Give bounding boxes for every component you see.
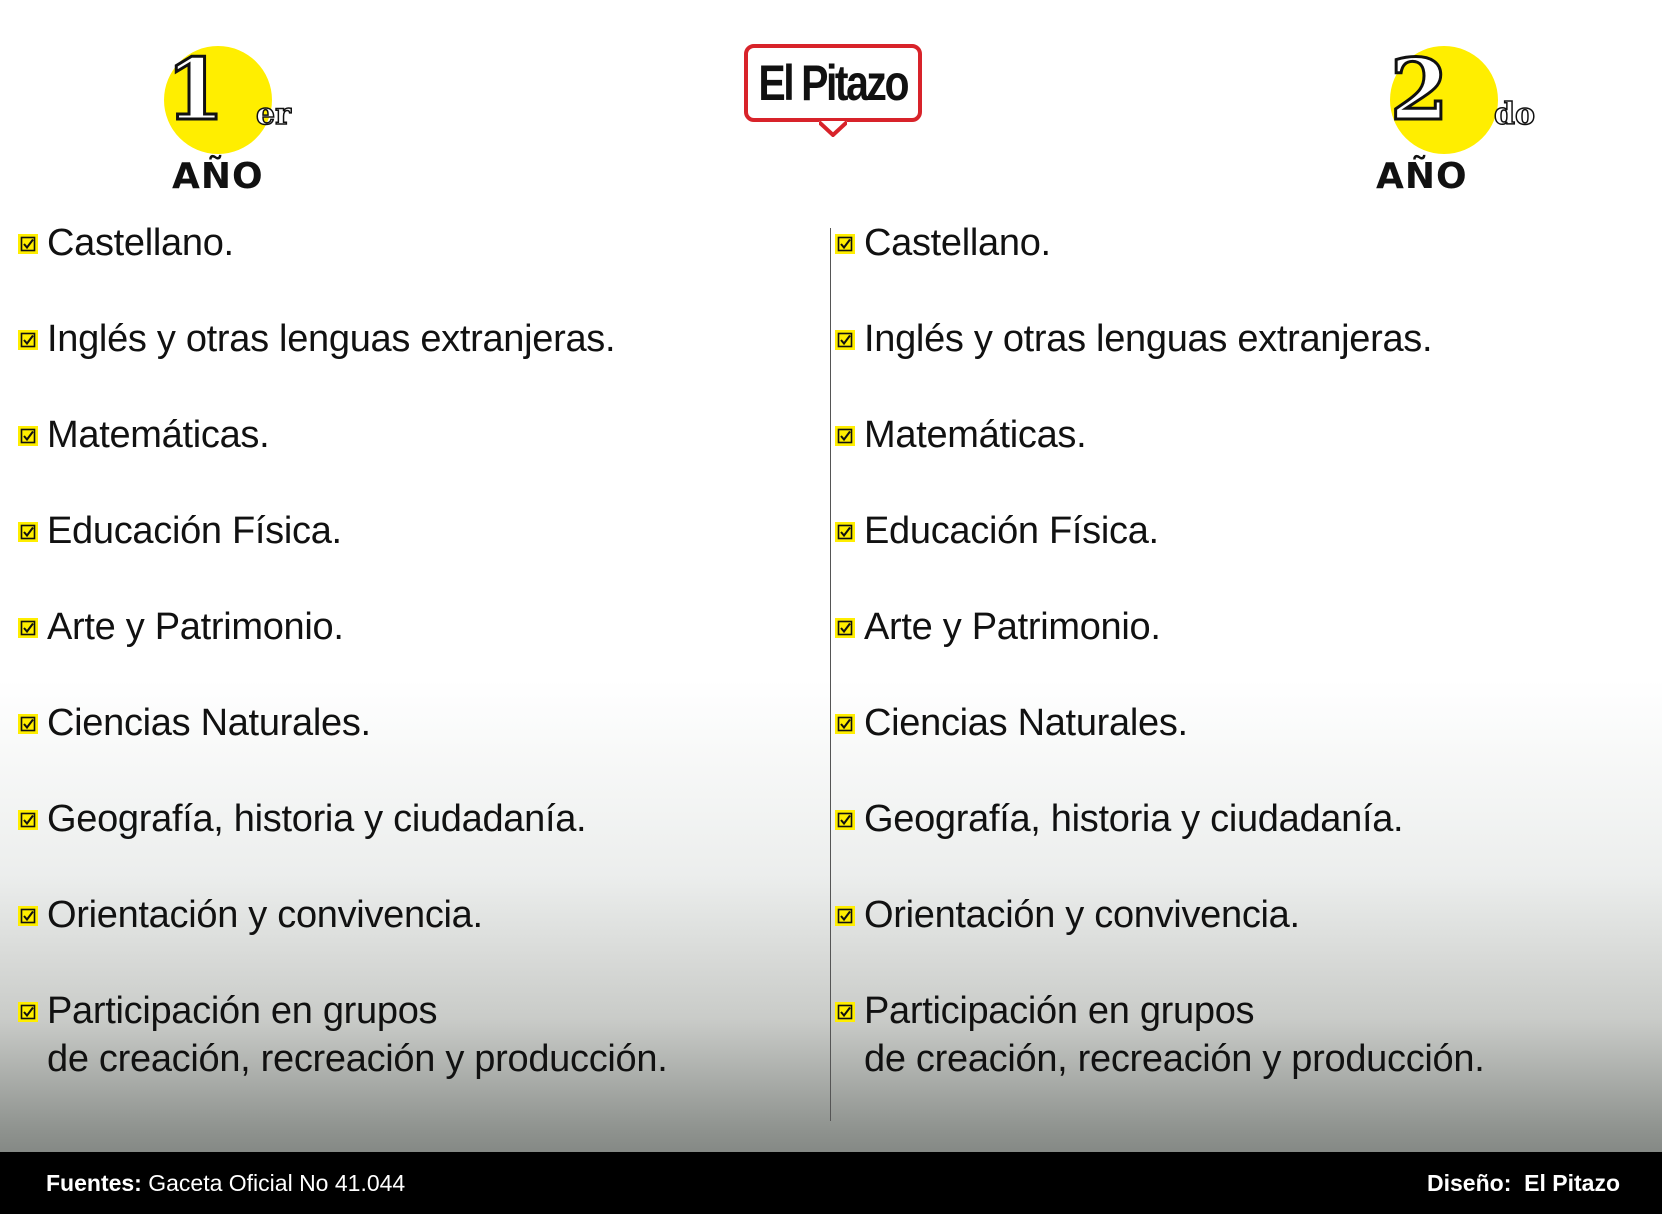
sources-credit <box>46 1170 405 1197</box>
year-number: 1 <box>166 40 225 139</box>
subjects-list-year-1 <box>17 219 807 1083</box>
subject-label: Ciencias Naturales. <box>864 702 1188 744</box>
checkbox-checked-icon <box>17 905 39 927</box>
subject-item <box>17 891 807 987</box>
checkbox-checked-icon <box>17 809 39 831</box>
subject-item <box>17 315 807 411</box>
el-pitazo-logo <box>744 44 922 122</box>
subject-item <box>17 699 807 795</box>
checkbox-checked-icon <box>17 329 39 351</box>
checkbox-checked-icon <box>834 521 856 543</box>
subject-label: Orientación y convivencia. <box>864 894 1300 936</box>
checkbox-checked-icon <box>17 425 39 447</box>
subject-label: Geografía, historia y ciudadanía. <box>864 798 1404 840</box>
subject-item <box>834 603 1644 699</box>
logo-text: El Pitazo <box>758 55 908 111</box>
checkbox-checked-icon <box>834 617 856 639</box>
column-divider <box>830 228 831 1121</box>
checkbox-checked-icon <box>834 425 856 447</box>
subject-label: Matemáticas. <box>47 414 270 456</box>
subject-item <box>17 219 807 315</box>
subject-label: Participación en grupos de creación, recreación y producción. <box>47 990 668 1080</box>
design-label: Diseño: <box>1427 1169 1512 1196</box>
subject-item <box>834 507 1644 603</box>
year-label: AÑO <box>1376 156 1468 197</box>
checkbox-checked-icon <box>17 713 39 735</box>
subject-item <box>17 987 807 1083</box>
subject-item <box>17 603 807 699</box>
checkbox-checked-icon <box>834 905 856 927</box>
subject-item <box>834 795 1644 891</box>
checkbox-checked-icon <box>17 233 39 255</box>
year-label: AÑO <box>172 156 264 197</box>
year-suffix: er <box>256 97 291 132</box>
checkbox-checked-icon <box>17 1001 39 1023</box>
year-2-badge <box>1376 40 1624 204</box>
design-credit <box>1427 1170 1620 1197</box>
subject-label: Ciencias Naturales. <box>47 702 371 744</box>
subject-item <box>834 699 1644 795</box>
footer <box>0 1152 1662 1214</box>
subject-item <box>834 219 1644 315</box>
speech-bubble-tail <box>819 121 847 137</box>
sources-value: Gaceta Oficial No 41.044 <box>148 1169 406 1196</box>
subject-item <box>834 987 1644 1083</box>
subject-label: Participación en grupos de creación, recreación y producción. <box>864 990 1485 1080</box>
design-value: El Pitazo <box>1524 1169 1620 1196</box>
year-1-badge <box>160 40 400 204</box>
subject-label: Educación Física. <box>864 510 1159 552</box>
subject-label: Inglés y otras lenguas extranjeras. <box>864 318 1433 360</box>
subject-item <box>17 795 807 891</box>
sources-label: Fuentes: <box>46 1169 142 1196</box>
subject-label: Inglés y otras lenguas extranjeras. <box>47 318 616 360</box>
subject-label: Castellano. <box>47 222 234 264</box>
subject-label: Matemáticas. <box>864 414 1087 456</box>
checkbox-checked-icon <box>834 329 856 351</box>
checkbox-checked-icon <box>17 617 39 639</box>
subject-label: Educación Física. <box>47 510 342 552</box>
checkbox-checked-icon <box>17 521 39 543</box>
year-suffix: do <box>1494 97 1535 132</box>
subject-label: Castellano. <box>864 222 1051 264</box>
subject-item <box>834 411 1644 507</box>
checkbox-checked-icon <box>834 1001 856 1023</box>
subject-item <box>17 411 807 507</box>
subject-label: Arte y Patrimonio. <box>47 606 344 648</box>
subject-label: Geografía, historia y ciudadanía. <box>47 798 587 840</box>
year-number: 2 <box>1390 40 1449 139</box>
subject-item <box>834 891 1644 987</box>
subject-item <box>17 507 807 603</box>
subject-item <box>834 315 1644 411</box>
subject-label: Arte y Patrimonio. <box>864 606 1161 648</box>
subject-label: Orientación y convivencia. <box>47 894 483 936</box>
checkbox-checked-icon <box>834 809 856 831</box>
checkbox-checked-icon <box>834 233 856 255</box>
checkbox-checked-icon <box>834 713 856 735</box>
subjects-list-year-2 <box>834 219 1644 1083</box>
